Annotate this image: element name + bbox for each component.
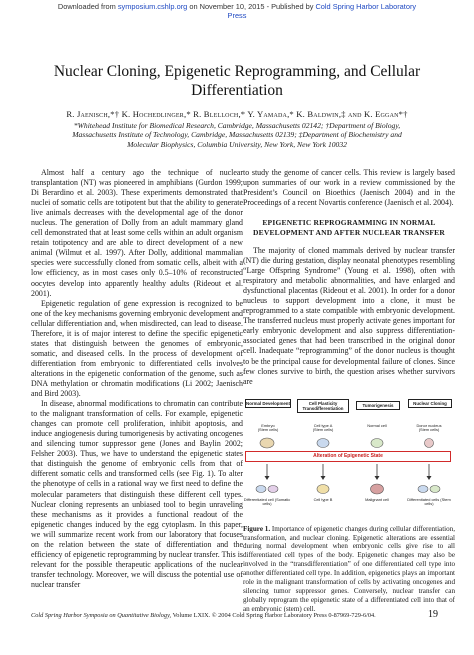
figure-label-text: Donor nucleus (416, 422, 442, 428)
site-link[interactable]: symposium.cshlp.org (117, 2, 188, 11)
figure-arrows (243, 463, 455, 481)
figure-label-embryo (245, 424, 291, 433)
figure-box-nuclear-cloning: Nuclear Cloning (408, 399, 452, 408)
caption-label: Figure 1. (243, 524, 271, 533)
body-paragraph: The majority of cloned mammals derived by nuclear transfer (NT) die during gestation, display neonatal phenotypes resembling “Large Offspring Syndrome” (Young et al. 1998), often with respiratory and metabolic abnormalities, and have enlarged and dysfunctional placentas (Rideout et al. 2001). In order for a donor nucleus to support development into a clone, it must be reprogrammed to a state compatible with embryonic development. The transferred nucleus must properly activate genes important for early embryonic development and also suppress differentiation-associated genes that had been transcribed in the original donor cell. Inadequate “reprogramming” of the donor nucleus is thought to be the principal cause for developmental failure of clones. Since few clones survive to birth, the question arises whether survivors are (243, 246, 455, 386)
body-paragraph: Almost half a century ago the technique of nuclear transplantation (NT) was pioneered in amphibians (Gurdon 1999; Di Berardino et al. 2003). These experiments demonstrated that nuclei of somatic cells are totipotent but that the ability to generate live animals decreases with the developmental age of the donor nucleus. The generation of Dolly from an adult mammary gland cell demonstrated that at least some cells within an adult organism retain totipotency and are able to direct development of a new animal (Wilmut et al. 1997). After Dolly, additional mammalian species were successfully cloned from somatic cells, albeit with a low efficiency, as in most cases only 0.5–10% of reconstructed oocytes develop into apparently healthy adults (Rideout et al. 2001). (31, 168, 243, 298)
embryo-cell-icon (260, 438, 274, 448)
figure-box-normal-development: Normal Development (246, 400, 290, 406)
figure-label-sub: (Stem cells) (418, 427, 440, 433)
article-title: Nuclear Cloning, Epigenetic Reprogramming, and Cellular Differentiation (53, 63, 421, 99)
section-heading: EPIGENETIC REPROGRAMMING IN NORMAL DEVELOPMENT AND AFTER NUCLEAR TRANSFER (253, 218, 445, 237)
affiliation-line: Massachusetts Institute of Technology, Cambridge, Massachusetts 02139; ‡Department of Biochemistry and (72, 130, 402, 140)
author-list: R. Jaenisch,*† K. Hochedlinger,* R. Blelloch,* Y. Yamada,* K. Baldwin,‡ and K. Eggan*† (66, 109, 408, 119)
publisher-link[interactable]: Cold Spring Harbor Laboratory (315, 2, 417, 11)
figure-label-cell-type-b: Cell type B (313, 496, 333, 502)
body-paragraph: Epigenetic regulation of gene expression is recognized to be one of the key mechanisms governing embryonic development and cellular differentiation and, when misdirected, can lead to disease. Therefore, it is of major interest to define the specific epigenetic states that distinguish between the genomes of embryonic, somatic, and diseased cells. In the process of development of differentiation from embryonic to differentiated cells involves alterations in the epigenetic conformation of the genome, such as DNA methylation or chromatin modifications (Li 2002; Jaenisch and Bird 2003). (31, 298, 243, 399)
affiliation-line: *Whitehead Institute for Biomedical Research, Cambridge, Massachusetts 02142; †Department of Biology, (73, 121, 401, 130)
cell-a-icon (317, 438, 329, 447)
affiliation-line: Molecular Biophysics, Columbia University, New York, New York 10032 (127, 139, 347, 149)
figure-label-differentiated: Differentiated cell (Somatic cells) (243, 496, 291, 507)
caption-text: Importance of epigenetic changes during cellular differentiation, transformation, and nuclear cloning. Epigenetic alterations are essential during normal development when embryonic cells give rise to all differentiated cell types of the body. Epigenetic changes may also be involved in the “transdifferentiation” of one differentiated cell type into another differentiated cell type. In addition, epigenetics plays an important role in the malignant transformation of cells by activating oncogenes and silencing tumor suppressor genes. Conversely, nuclear transfer can globally reprogram the epigenetic state of a differentiated cell into that of an embryonic (stem) cell. (243, 524, 456, 613)
figure-label-text: Embryo (261, 422, 275, 428)
figure-box-cell-plasticity: Cell Plasticity Transdifferentiation (297, 399, 349, 413)
banner-prefix: Downloaded from (57, 2, 118, 11)
arrow-1-head (265, 476, 270, 480)
figure-label-differentiated-stem: Differentiated cells (Stem cells) (407, 496, 451, 507)
figure-cell-icons-bottom (243, 481, 455, 497)
figure-caption (243, 525, 455, 614)
figure-label-donor-nucleus (407, 424, 451, 433)
banner-middle: on November 10, 2015 - Published by (187, 2, 316, 11)
cloned-cell-icon-1 (418, 485, 428, 492)
body-paragraph: to study the genome of cancer cells. This review is largely based upon summaries of our work in a review commissioned by the President’s Council on Bioethics (Jaenisch 2004) and in the Proceedings of a recent Novartis conference (Jaenisch et al. 2004). (243, 168, 455, 208)
figure-label-sub: (Stem cells) (312, 427, 334, 433)
footer-journal: Cold Spring Harbor Symposia on Quantitative Biology, (31, 612, 172, 619)
figure-cell-icons-top (243, 435, 455, 451)
figure-label-cell-type-a (299, 424, 347, 433)
footer-details: Volume LXIX. © 2004 Cold Spring Harbor Laboratory Press 0-87969-729-6/04. (171, 612, 376, 619)
page-footer (31, 612, 411, 620)
figure-label-text: Normal cell (367, 422, 387, 428)
right-column (243, 168, 455, 614)
left-column (31, 168, 243, 590)
figure-label-sub: (Stem cells) (257, 427, 279, 433)
malignant-cell-icon (371, 484, 384, 494)
diff-cell-icon-1 (256, 485, 266, 492)
arrow-2-head (321, 476, 326, 480)
figure-box-tumorigenesis: Tumorigenesis (356, 401, 400, 410)
figure-label-malignant: Malignant cell (365, 496, 389, 502)
diff-cell-icon-2 (268, 485, 278, 492)
body-paragraph: In disease, abnormal modifications to chromatin can contribute to the malignant transformation of cells. For example, epigenetic changes can promote cell proliferation, inhibit apoptosis, and induce angiogenesis during tumorigenesis by activating oncogenes and silencing tumor suppressor gene (Jones and Baylin 2002; Felsher 2003). Thus, we have to understand the epigenetic states that distinguish the genome of embryonic cells from that of different somatic cells and transformed cells (see Fig. 1). To alter the phenotype of cells in a rational way we first need to define the molecular parameters that distinguish these different cell types. Nuclear cloning represents an unbiased tool to begin unraveling these mechanisms as it provides a functional readout of the epigenetic changes induced by the egg cytoplasm. In this paper, we will summarize recent work from our laboratory that focuses on the relation between the state of differentiation and the efficiency of epigenetic reprogramming by nuclear transfer. This is relevant for the possible therapeutic applications of the nuclear transfer technology. Moreover, we will discuss the potential use of nuclear transfer (31, 399, 243, 589)
page-number: 19 (428, 609, 438, 620)
arrow-3-head (375, 476, 380, 480)
publisher-link-line2[interactable]: Press (227, 11, 247, 20)
figure-1 (243, 397, 455, 523)
affiliations (20, 121, 454, 149)
donor-nucleus-icon (425, 438, 434, 447)
figure-label-normal-cell (355, 424, 399, 429)
cell-b-icon (317, 484, 329, 493)
alteration-epigenetic-state: Alteration of Epigenetic State (245, 451, 451, 462)
normal-cell-icon (371, 438, 383, 447)
figure-label-text: Cell type A (313, 422, 333, 428)
download-banner (0, 2, 474, 20)
arrow-4-head (427, 476, 432, 480)
cloned-cell-icon-2 (430, 485, 440, 492)
